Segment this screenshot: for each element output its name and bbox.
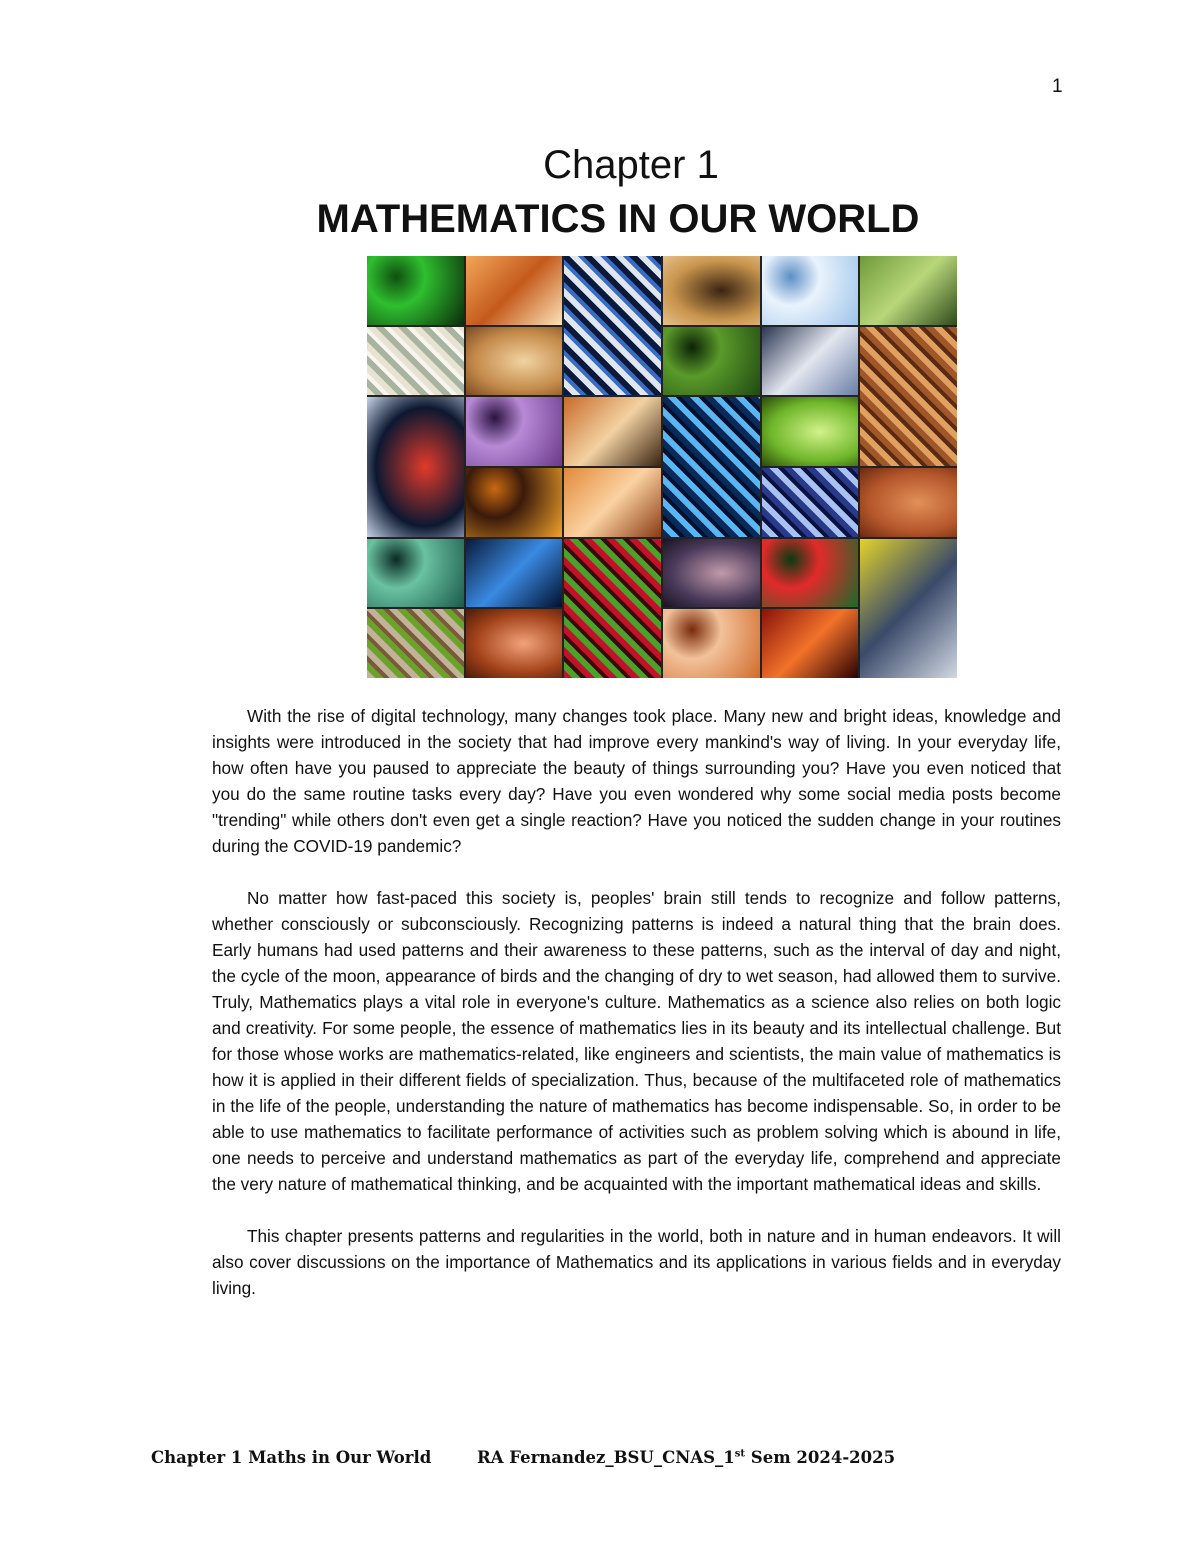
snowflake-tile	[762, 256, 859, 325]
peacock-feathers-tile	[367, 539, 464, 608]
stock-chart-tile	[466, 539, 563, 608]
image-collage	[367, 256, 957, 678]
leopard-print-tile	[663, 256, 760, 325]
fern-leaf-tile	[663, 327, 760, 396]
succulent-plant-tile	[860, 256, 957, 325]
clay-tiles-tile	[860, 468, 957, 537]
shell-spiral-tile	[564, 468, 661, 537]
footer-author-prefix: RA Fernandez_BSU_CNAS_1	[477, 1448, 735, 1467]
binary-code-tile	[367, 256, 464, 325]
dice-tile	[762, 539, 859, 608]
chapter-title: MATHEMATICS IN OUR WORLD	[316, 197, 920, 241]
digital-earth-tile	[663, 397, 760, 536]
abstract-fabric-tile	[663, 539, 760, 608]
kiwi-slice-tile	[762, 397, 859, 466]
hurricane-tile	[762, 327, 859, 396]
footer-author-suffix: Sem 2024-2025	[745, 1448, 896, 1467]
chapter-label: Chapter 1	[543, 143, 719, 187]
robot-face-tile	[564, 256, 661, 395]
body-text	[212, 703, 1061, 1327]
honeycomb-tile	[466, 468, 563, 537]
kitchen-food-tile	[367, 609, 464, 678]
virus-tile	[564, 539, 661, 678]
nebula-tile	[762, 609, 859, 678]
footer-author-sup: st	[734, 1448, 746, 1460]
footer-chapter: Chapter 1 Maths in Our World	[151, 1448, 432, 1467]
orange-flower-tile	[663, 609, 760, 678]
police-car-tile	[367, 397, 464, 536]
patterns-paragraph: No matter how fast-paced this society is, peoples' brain still tends to recognize and follow patterns, whether consciously or subconsciously. Recognizing patterns is indeed a natural thing that the brain does. Early humans had used patterns and their awareness to these patterns, such as the interval of day and night, the cycle of the moon, appearance of birds and the changing of dry to wet season, had allowed them to survive. Truly, Mathematics plays a vital role in everyone's culture. Mathematics as a science also relies on both logic and creativity. For some people, the essence of mathematics lies in its beauty and its intellectual challenge. But for those whose works are mathematics-related, like engineers and scientists, the main value of mathematics is how it is applied in their different fields of specialization. Thus, because of the multifaceted role of mathematics in the life of the people, understanding the nature of mathematics has become indispensable. So, in order to be able to use mathematics to facilitate performance of activities such as problem solving which is abound in life, one needs to perceive and understand mathematics as part of the everyday life, comprehend and appreciate the very nature of mathematical thinking, and be acquainted with the important mathematical ideas and skills.	[212, 888, 1061, 1194]
intro-paragraph: With the rise of digital technology, many changes took place. Many new and bright ideas, knowledge and insights were introduced in the society that had improve every mankind's way of living. In your everyday life, how often have you paused to appreciate the beauty of things surrounding you? Have you even noticed that you do the same routine tasks every day? Have you even wondered why some social media posts become "trending" while others don't even get a single reaction? Have you noticed the sudden change in your routines during the COVID-19 pandemic?	[212, 706, 1061, 856]
sand-dune-tile	[367, 327, 464, 396]
coins-tile	[860, 327, 957, 466]
page-number: 1	[1052, 76, 1063, 97]
chapter-overview-paragraph: This chapter presents patterns and regularities in the world, both in nature and in human endeavors. It will also cover discussions on the importance of Mathematics and its applications in various fields and in everyday living.	[212, 1226, 1061, 1298]
blue-wings-tile	[762, 468, 859, 537]
nautilus-shell-tile	[466, 256, 563, 325]
rock-layers-tile	[466, 327, 563, 396]
network-cables-tile	[860, 539, 957, 678]
canyon-rock-tile	[466, 609, 563, 678]
butterfly-wing-tile	[564, 397, 661, 466]
page-footer	[151, 1448, 895, 1467]
purple-flower-tile	[466, 397, 563, 466]
footer-author	[477, 1448, 895, 1467]
